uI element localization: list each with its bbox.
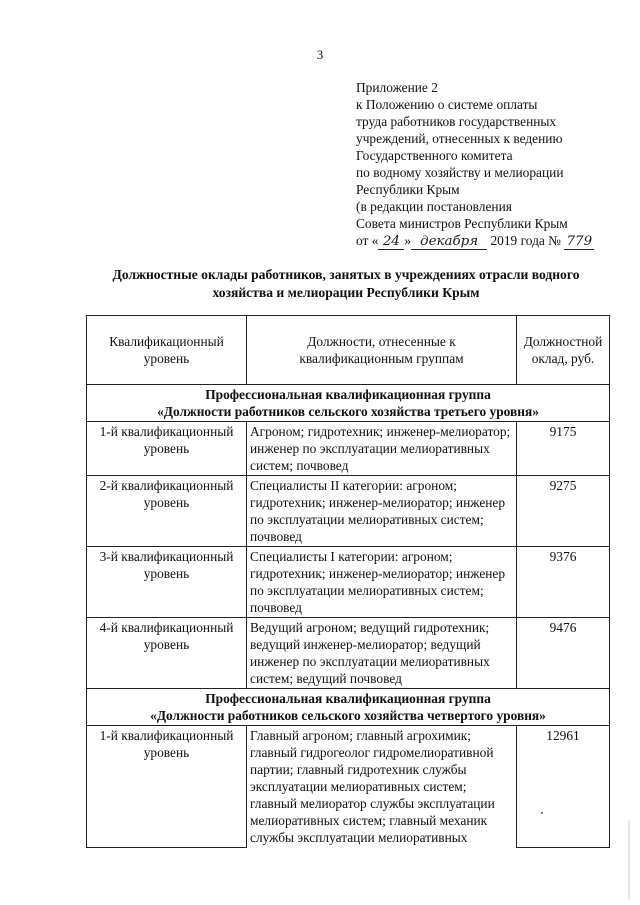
table-row [87,547,610,618]
date-day-handwritten: 24 [378,234,404,250]
salary-cell: 12961 [517,726,610,848]
group-title-line: Профессиональная квалификационная группа [205,387,491,402]
group-title-line: Профессиональная квалификационная группа [205,691,491,706]
level-cell: 4-й квалификационный уровень [87,618,247,689]
group-title [87,689,610,726]
group-header-row [87,689,610,726]
appendix-line: Приложение 2 [356,80,438,95]
table-header-row [87,316,610,385]
header-level: Квалификационный уровень [87,316,247,385]
date-year-text: 2019 года № [487,233,565,248]
group-title-line: «Должности работников сельского хозяйства четвертого уровня» [150,708,546,723]
document-title: Должностные оклады работников, занятых в учреждениях отрасли водного хозяйства и мелиорации Республики Крым [112,267,580,300]
appendix-date-line [356,232,626,250]
date-number-handwritten: 779 [564,234,594,250]
date-month-handwritten: декабря [411,234,487,250]
table-row [87,726,610,848]
date-prefix: от « [356,233,379,248]
date-sep: » [404,233,412,248]
positions-cell: Ведущий агроном; ведущий гидротехник; ведущий инженер-мелиоратор; ведущий инженер по эксплуатации мелиоративных систем; ведущий почвовед [247,618,517,689]
appendix-block [356,79,626,250]
positions-cell: Специалисты I категории: агроном; гидротехник; инженер-мелиоратор; инженер по эксплуатации мелиоративных систем; почвовед [247,547,517,618]
salary-cell: 9476 [517,618,610,689]
scan-speck [541,812,543,814]
appendix-line: по водному хозяйству и мелиорации [356,165,564,180]
salary-cell: 9376 [517,547,610,618]
appendix-line: к Положению о системе оплаты [356,97,538,112]
group-header-row [87,385,610,422]
positions-cell: Главный агроном; главный агрохимик; главный гидрогеолог гидромелиоративной партии; главный гидротехник службы эксплуатации мелиоративных систем; главный мелиоратор службы эксплуатации мелиоративных систем; главный механик службы эксплуатации мелиоративных [247,726,517,848]
table-row [87,618,610,689]
header-salary: Должностной оклад, руб. [517,316,610,385]
positions-cell: Агроном; гидротехник; инженер-мелиоратор; инженер по эксплуатации мелиоративных систем; почвовед [247,422,517,476]
salary-table [86,315,610,848]
group-title [87,385,610,422]
salary-cell: 9275 [517,476,610,547]
table-row [87,476,610,547]
page-number: 3 [316,47,324,62]
level-cell: 1-й квалификационный уровень [87,422,247,476]
salary-cell: 9175 [517,422,610,476]
group-title-line: «Должности работников сельского хозяйства третьего уровня» [157,404,539,419]
appendix-line: (в редакции постановления [356,199,512,214]
appendix-line: Республики Крым [356,182,460,197]
header-positions: Должности, отнесенные к квалификационным группам [247,316,517,385]
level-cell: 2-й квалификационный уровень [87,476,247,547]
table-row [87,422,610,476]
level-cell: 3-й квалификационный уровень [87,547,247,618]
positions-cell: Специалисты II категории: агроном; гидротехник; инженер-мелиоратор; инженер по эксплуатации мелиоративных систем; почвовед [247,476,517,547]
appendix-line: Государственного комитета [356,148,513,163]
appendix-line: учреждений, отнесенных к ведению [356,131,563,146]
appendix-line: Совета министров Республики Крым [356,216,568,231]
appendix-line: труда работников государственных [356,114,557,129]
level-cell: 1-й квалификационный уровень [87,726,247,848]
scan-edge-shadow [628,820,630,900]
